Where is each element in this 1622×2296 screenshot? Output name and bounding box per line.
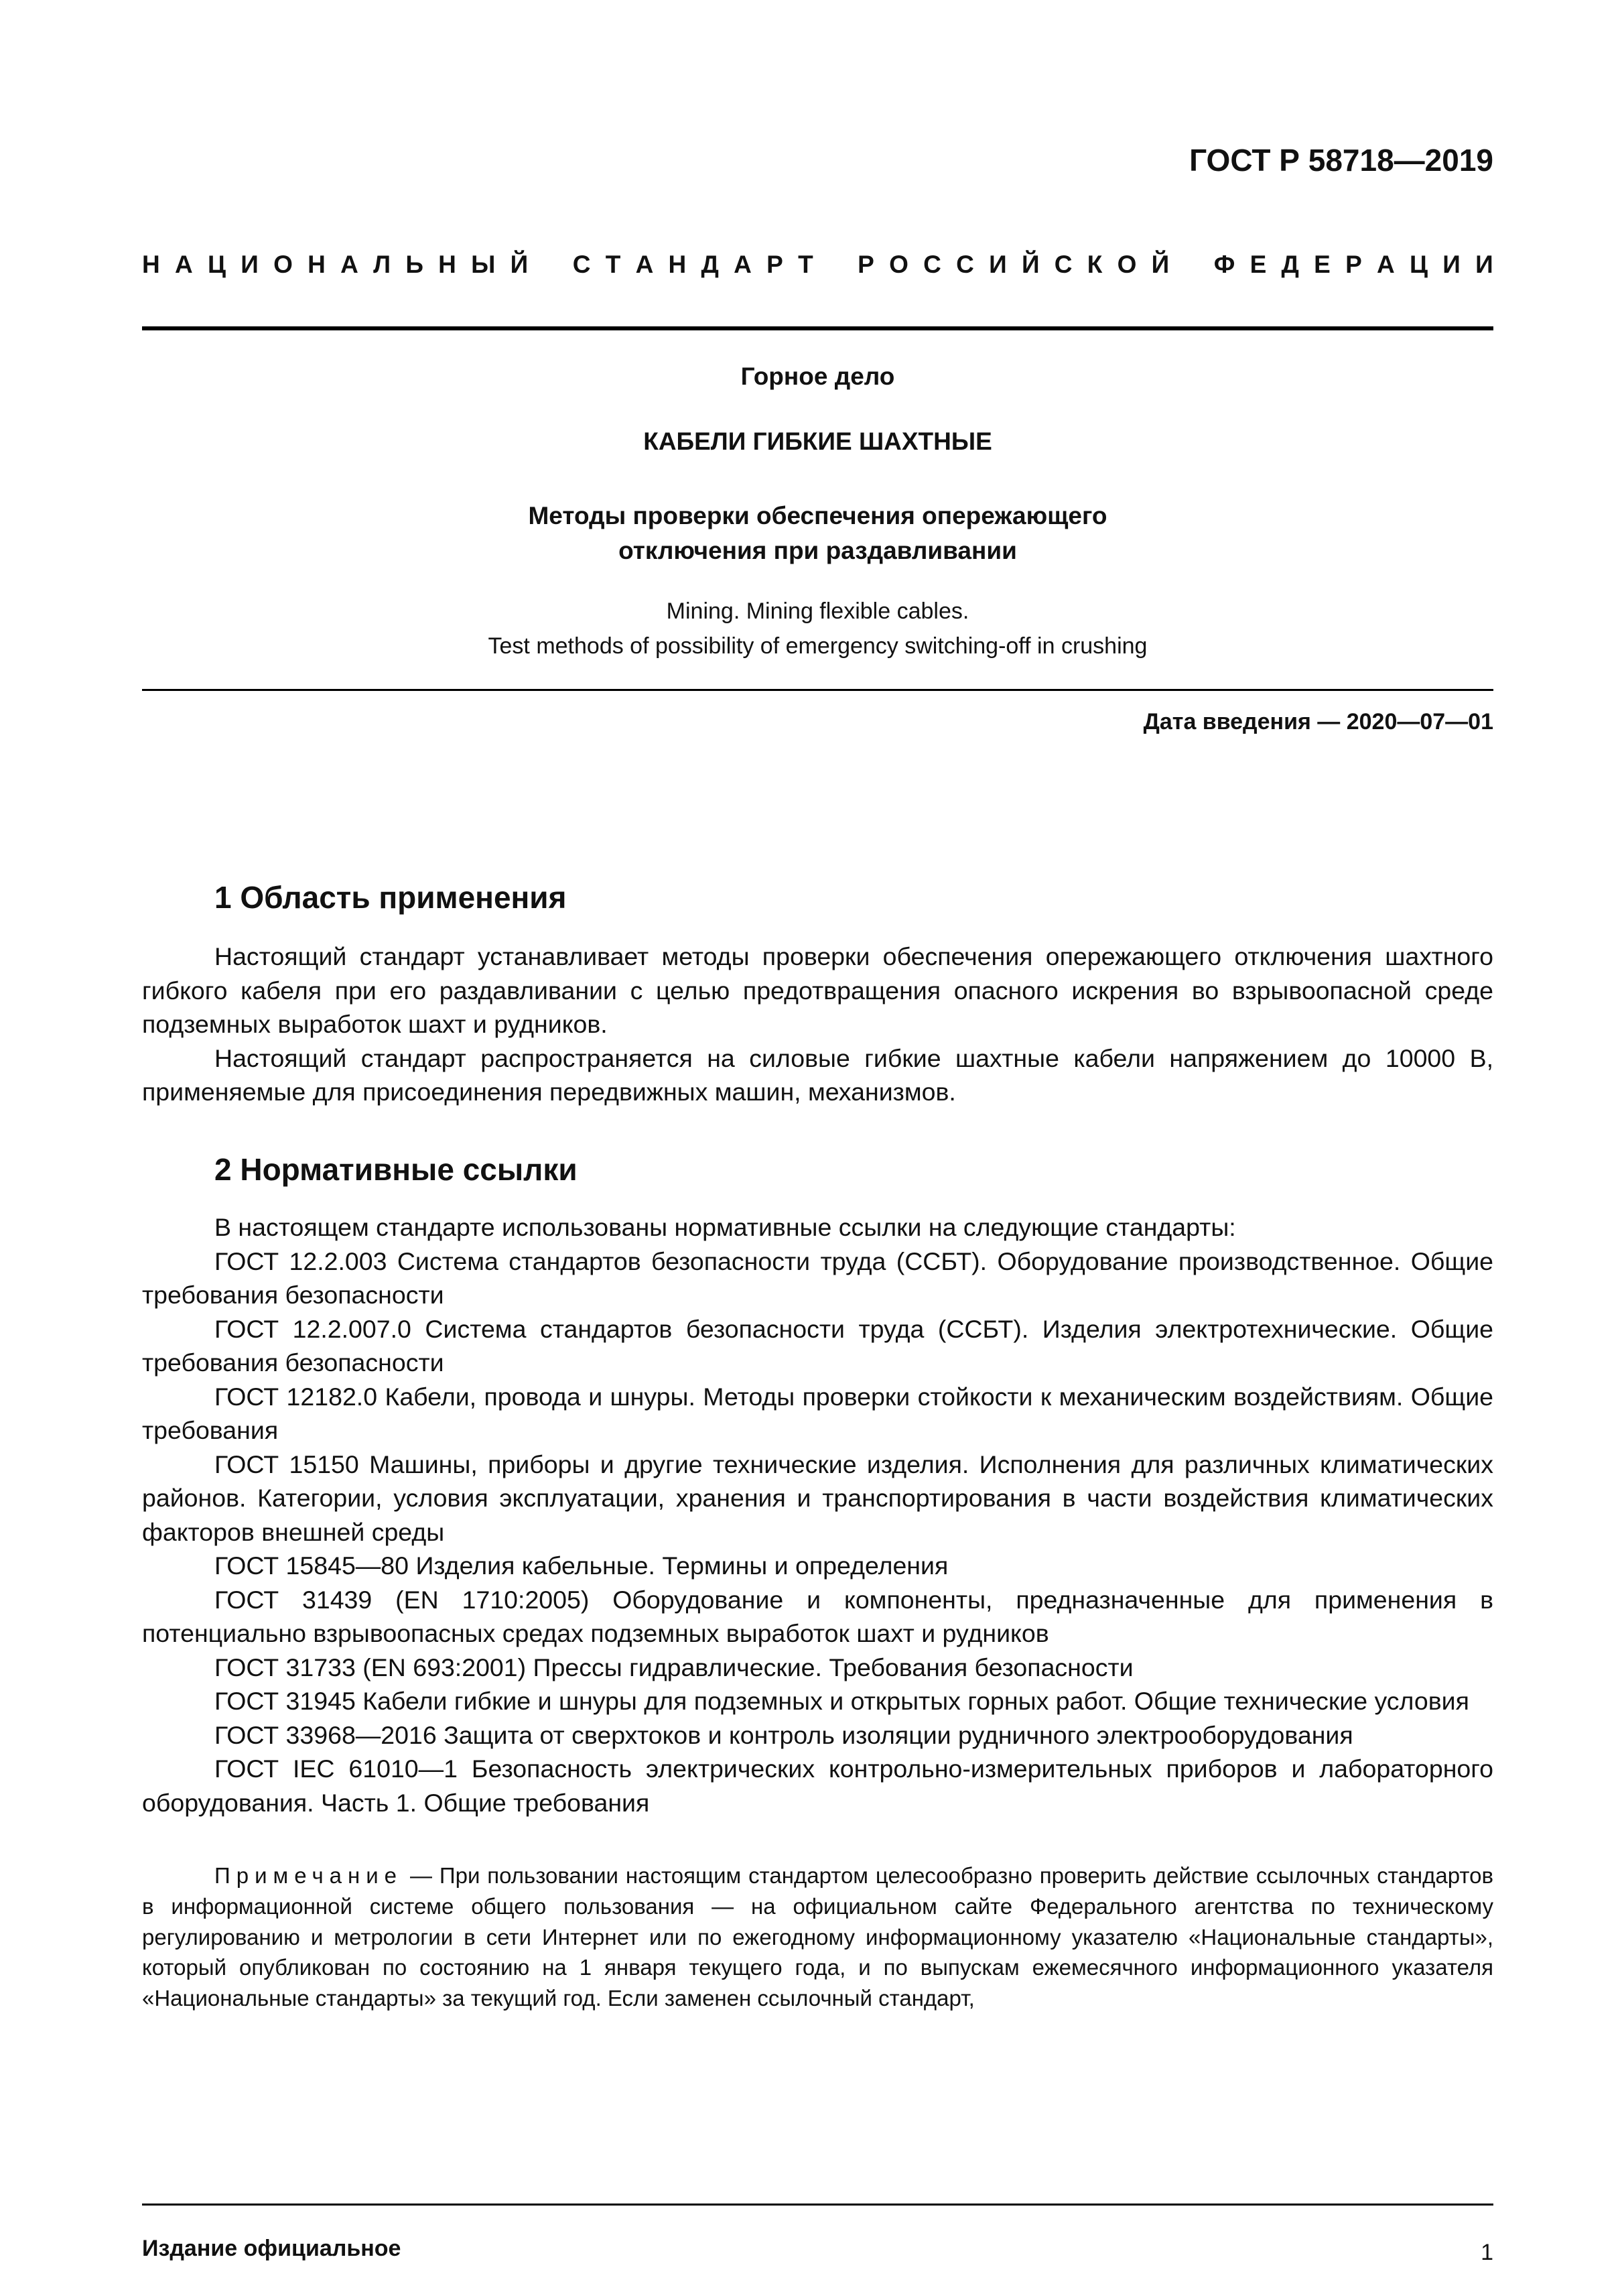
banner-letter [828,251,843,279]
title-english-line2: Test methods of possibility of emergency switching-off in crushing [488,633,1148,659]
title-english-line1: Mining. Mining flexible cables. [666,598,969,624]
banner-letter: А [1377,251,1395,278]
banner-letter: Н [142,251,160,278]
banner-letter: Т [605,251,621,278]
title-subtitle-line2: отключения при раздавливании [618,537,1017,564]
title-subtitle [142,499,1493,568]
section-2-heading: 2 Нормативные ссылки [214,1152,578,1187]
national-standard-banner [142,251,1493,279]
banner-letter: И [241,251,259,278]
title-rule [142,689,1493,691]
introduction-date: Дата введения — 2020—07—01 [1143,709,1493,735]
banner-letter: Н [438,251,456,278]
banner-letter: И [989,251,1007,278]
banner-letter: Й [1151,251,1170,278]
reference-note [142,1860,1493,2014]
banner-letter: Е [1249,251,1267,278]
banner-letter: Р [766,251,783,278]
title-english [142,594,1493,663]
title-subtitle-line1: Методы проверки обеспечения опережающего [528,502,1107,529]
banner-letter: Ь [405,251,423,278]
section-1-paragraph: Настоящий стандарт устанавливает методы проверки обеспечения опережающего отключения шахтного гибкого кабеля при его раздавливании с целью предотвращения опасного искрения во взрывоопасной среде подземных выработок шахт и рудников. [142,942,1493,1038]
banner-letter: С [923,251,941,278]
banner-letter: А [174,251,193,278]
reference-item: ГОСТ 31945 Кабели гибкие и шнуры для подземных и открытых горных работ. Общие технические условия [214,1687,1469,1715]
banner-letter: Д [1281,251,1299,278]
banner-letter: Ф [1213,251,1235,278]
banner-letter: О [889,251,908,278]
banner-letter: Д [701,251,719,278]
banner-letter: О [273,251,293,278]
banner-letter: Р [858,251,874,278]
banner-letter: А [635,251,654,278]
banner-letter: О [1117,251,1137,278]
banner-letter: Т [798,251,813,278]
section-2-body [142,1210,1493,1820]
reference-item: ГОСТ 33968—2016 Защита от сверхтоков и контроль изоляции рудничного электрооборудования [214,1720,1353,1749]
note-label: Примечание [214,1863,403,1888]
banner-letter: Н [308,251,326,278]
banner-letter: Е [1314,251,1331,278]
banner-letter: А [340,251,358,278]
footer-rule [142,2204,1493,2206]
banner-letter: А [734,251,752,278]
title-topic: Горное дело [740,363,895,390]
banner-letter: И [1475,251,1493,278]
banner-letter: Ы [471,251,496,278]
reference-item: ГОСТ 12182.0 Кабели, провода и шнуры. Методы проверки стойкости к механическим воздействиям. Общие требования [142,1382,1493,1444]
reference-item: ГОСТ IEC 61010—1 Безопасность электрических контрольно-измерительных приборов и лабораторного оборудования. Часть 1. Общие требования [142,1755,1493,1817]
banner-letter: К [1087,251,1103,278]
page-number: 1 [1481,2240,1493,2265]
banner-letter: Л [373,251,391,278]
banner-letter: Ц [1410,251,1428,278]
banner-letter [543,251,557,279]
reference-item: ГОСТ 31439 (EN 1710:2005) Оборудование и компоненты, предназначенные для применения в потенциально взрывоопасных средах подземных выработок шахт и рудников [142,1585,1493,1647]
edition-label: Издание официальное [142,2236,401,2261]
section-1-heading: 1 Область применения [214,880,567,915]
reference-item: ГОСТ 15845—80 Изделия кабельные. Термины и определения [214,1551,949,1580]
banner-letter: Ц [207,251,226,278]
banner-letter: Н [668,251,687,278]
reference-item: ГОСТ 31733 (EN 693:2001) Прессы гидравлические. Требования безопасности [214,1653,1134,1681]
banner-letter: Й [1021,251,1040,278]
title-main: КАБЕЛИ ГИБКИЕ ШАХТНЫЕ [643,428,992,455]
banner-letter: С [956,251,974,278]
document-designation: ГОСТ Р 58718—2019 [1189,143,1493,178]
banner-letter: С [572,251,591,278]
section-1-body [142,940,1493,1109]
banner-letter: И [1442,251,1461,278]
banner-letter [1185,251,1199,279]
reference-item: ГОСТ 12.2.007.0 Система стандартов безопасности труда (ССБТ). Изделия электротехнические. Общие требования безопасности [142,1314,1493,1377]
reference-item: ГОСТ 12.2.003 Система стандартов безопасности труда (ССБТ). Оборудование производственное. Общие требования безопасности [142,1247,1493,1309]
header-rule [142,326,1493,330]
banner-letter: Й [510,251,529,278]
section-2-intro: В настоящем стандарте использованы нормативные ссылки на следующие стандарты: [214,1213,1236,1241]
note-text: — При пользовании настоящим стандартом целесообразно проверить действие ссылочных стандартов в информационной системе общего пользования — на официальном сайте Федерального агентства по техническому регулированию и метрологии в сети Интернет или по ежегодному информационному указателю «Национальные стандарты», который опубликован по состоянию на 1 января текущего года, и по выпускам ежемесячного информационного указателя «Национальные стандарты» за текущий год. Если заменен ссылочный стандарт, [142,1863,1493,2011]
reference-item: ГОСТ 15150 Машины, приборы и другие технические изделия. Исполнения для различных климатических районов. Категории, условия эксплуатации, хранения и транспортирования в части воздействия климатических факторов внешней среды [142,1450,1493,1546]
banner-letter: Р [1345,251,1362,278]
section-1-paragraph: Настоящий стандарт распространяется на силовые гибкие шахтные кабели напряжением до 10000 В, применяемые для присоединения передвижных машин, механизмов. [142,1043,1493,1106]
banner-letter: С [1054,251,1073,278]
